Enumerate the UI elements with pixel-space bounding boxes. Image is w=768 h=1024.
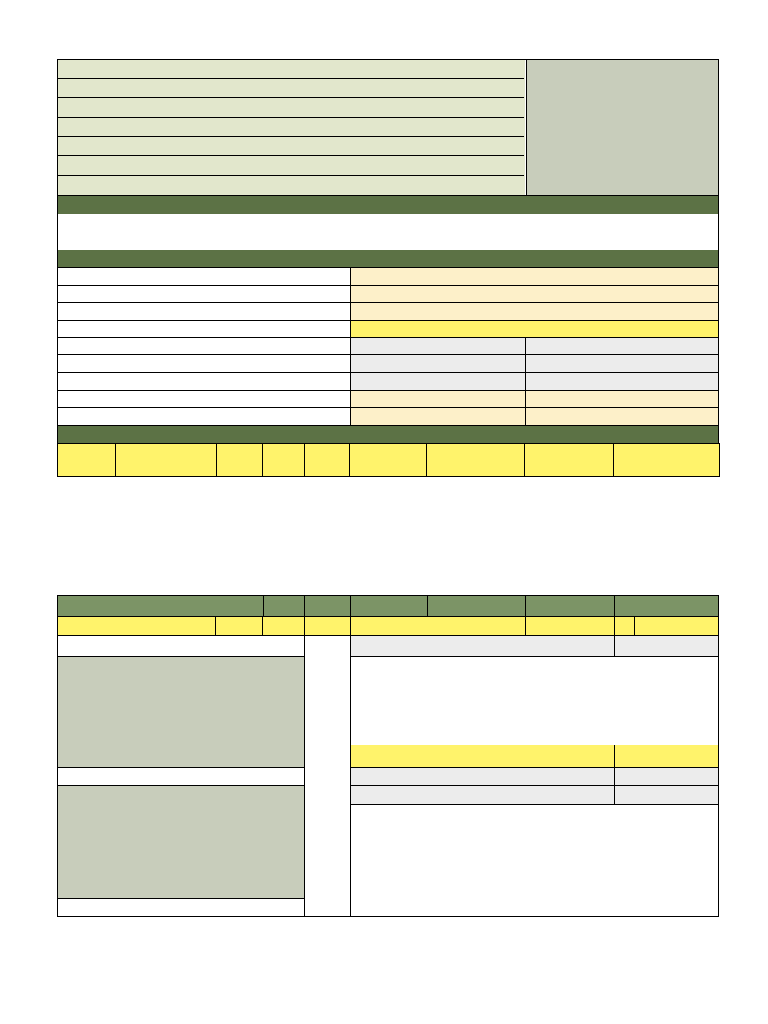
left-blank-row [58, 636, 305, 657]
containers-cell [216, 617, 263, 635]
containers-cell [615, 617, 635, 635]
logo-box [526, 60, 718, 195]
divider-bar [57, 196, 719, 214]
col-header-price [350, 444, 427, 477]
mode-transport-label [351, 338, 526, 355]
col-header-num [58, 444, 116, 477]
seller-gstin-label [58, 156, 524, 176]
containers-cell [263, 617, 305, 635]
items-total-gst [526, 595, 615, 617]
divider-bar [57, 250, 719, 267]
bill-blank-row [58, 321, 350, 338]
col-header-item-name [116, 444, 217, 477]
middle-spacer [305, 636, 351, 917]
terms-label [58, 787, 298, 803]
net-weight-value [526, 373, 718, 391]
balance-value [615, 786, 718, 805]
date-label [351, 408, 526, 425]
col-header-disc [427, 444, 525, 477]
col-header-unit [305, 444, 350, 477]
shipping-heading [351, 268, 718, 286]
bill-to-heading [58, 268, 350, 286]
grand-total-label [351, 745, 615, 768]
containers-label [58, 617, 216, 635]
transport-heading [351, 321, 718, 338]
containers-cell [526, 617, 615, 635]
invoice-no-value [526, 391, 718, 408]
seller-company-label [58, 61, 524, 79]
seller-state-label [58, 176, 524, 195]
mode-transport-value [526, 338, 718, 355]
amount-words-label [58, 659, 298, 675]
items-total-label [58, 595, 262, 617]
seller-email-label [58, 137, 524, 156]
divider-bar [57, 426, 719, 443]
gross-weight-label [351, 355, 526, 373]
items-total-amount [615, 595, 719, 617]
left-blank-row [58, 899, 305, 917]
balance-label [351, 786, 615, 805]
containers-cell [351, 617, 526, 635]
seller-phone-label [58, 118, 524, 137]
company-seal-label [351, 900, 718, 916]
gross-weight-value [526, 355, 718, 373]
col-header-amount [614, 444, 720, 477]
items-total-unit [305, 595, 351, 617]
net-weight-label [351, 373, 526, 391]
containers-cell [305, 617, 351, 635]
bill-name-label [58, 286, 350, 303]
col-header-qty [263, 444, 305, 477]
invoice-no-label [351, 391, 526, 408]
items-total-disc [428, 595, 526, 617]
items-total-price [351, 595, 428, 617]
items-total-qty [263, 595, 305, 617]
page-title [57, 213, 719, 249]
col-header-hsn [217, 444, 263, 477]
shipping-blank [351, 303, 718, 321]
seller-address-line2 [58, 98, 524, 118]
items-header-row [58, 444, 720, 477]
received-label [351, 768, 615, 786]
seller-address-label [58, 79, 524, 98]
subtotal-label [351, 636, 615, 657]
bill-address-label [58, 303, 350, 321]
footer-promo [177, 919, 697, 937]
left-blank-row [58, 768, 305, 786]
subtotal-value [615, 636, 718, 657]
received-value [615, 768, 718, 786]
bill-state-label [58, 408, 350, 425]
col-header-gst [525, 444, 614, 477]
bill-gstin-label [58, 391, 350, 408]
shipping-blank [351, 286, 718, 303]
items-table [57, 443, 719, 477]
bill-blank-row [58, 355, 350, 373]
bill-contact-label [58, 373, 350, 391]
date-value [526, 408, 718, 425]
grand-total-value [615, 745, 718, 768]
bill-blank-row [58, 338, 350, 355]
